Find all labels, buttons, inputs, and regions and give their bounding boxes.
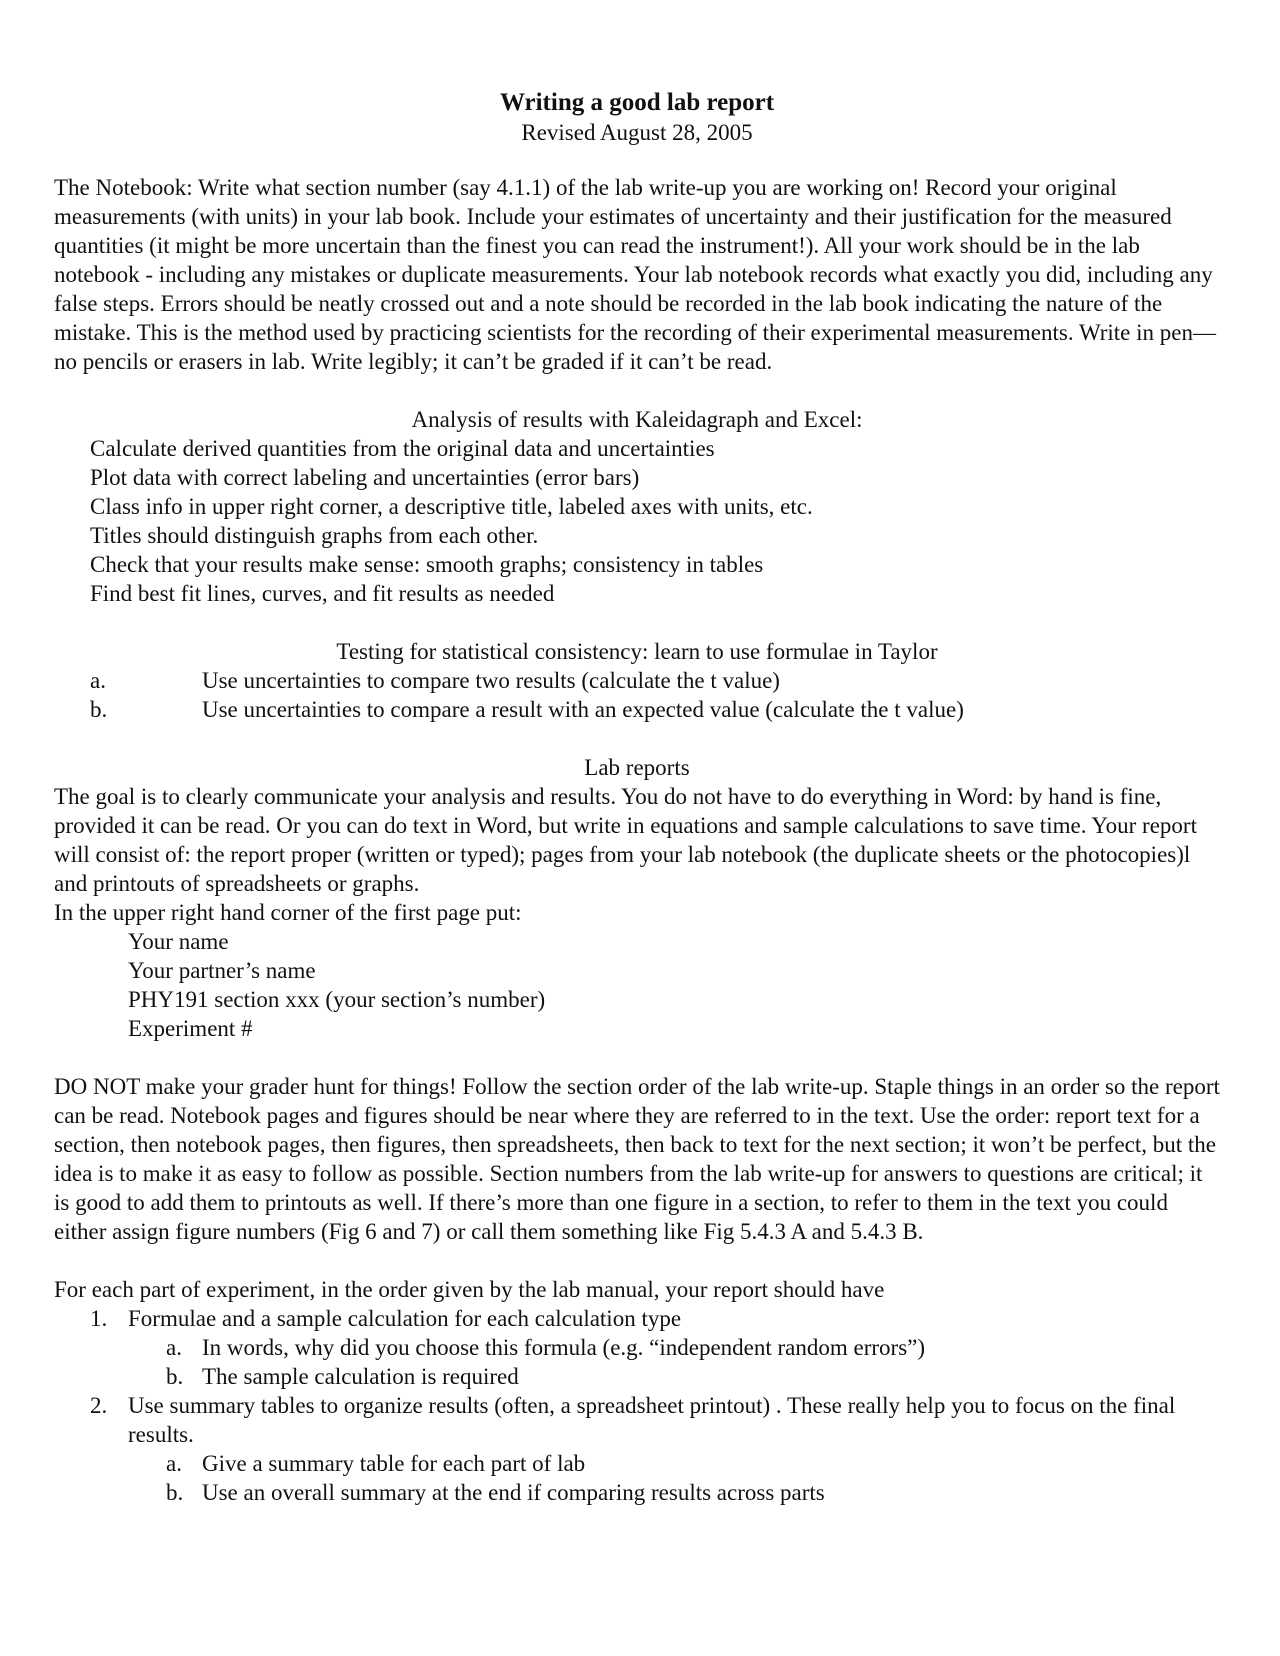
sub-list (128, 1333, 1220, 1391)
revision-date: Revised August 28, 2005 (521, 120, 753, 145)
corner-intro: In the upper right hand corner of the first page put: (54, 900, 522, 925)
list-marker: a. (90, 668, 106, 693)
list-item: Your partner’s name (128, 958, 316, 983)
list-text: The sample calculation is required (202, 1364, 519, 1389)
list-item (128, 1333, 1220, 1362)
list-item: Your name (128, 929, 229, 954)
list-item (54, 1391, 1220, 1507)
lab-reports-paragraph: The goal is to clearly communicate your analysis and results. You do not have to do everything in Word: by hand is fine, provided it can be read. Or you can do text in Word, but write in equations and sample calculations to save time. Your report will consist of: the report proper (written or typed); pages from your lab notebook (the duplicate sheets or the photocopies)l and printouts of spreadsheets or graphs. (54, 784, 1197, 896)
list-marker: b. (166, 1364, 184, 1389)
list-item: Check that your results make sense: smooth graphs; consistency in tables (90, 552, 764, 577)
notebook-paragraph: The Notebook: Write what section number (say 4.1.1) of the lab write-up you are working on! Record your original measurements (with units) in your lab book. Include your estimates of uncertainty and their justification for the measured quantities (it might be more uncertain than the finest you can read the instrument!). All your work should be in the lab notebook - including any mistakes or duplicate measurements. Your lab notebook records what exactly you did, including any false steps. Errors should be neatly crossed out and a note should be recorded in the lab book indicating the nature of the mistake. This is the method used by practicing scientists for the recording of their experimental measurements. Write in pen—no pencils or erasers in lab. Write legibly; it can’t be graded if it can’t be read. (54, 175, 1216, 374)
lab-reports-heading: Lab reports (584, 755, 690, 780)
list-item (128, 1449, 1220, 1478)
list-text: Give a summary table for each part of lab (202, 1451, 586, 1476)
testing-heading: Testing for statistical consistency: learn to use formulae in Taylor (336, 639, 938, 664)
list-text: Use summary tables to organize results (often, a spreadsheet printout) . These really help you to focus on the final results. (128, 1393, 1176, 1447)
corner-info-list (128, 927, 1220, 1043)
list-item: Plot data with correct labeling and uncertainties (error bars) (90, 465, 640, 490)
list-item: Calculate derived quantities from the original data and uncertainties (90, 436, 715, 461)
report-contents-list (54, 1304, 1220, 1507)
list-item (128, 1362, 1220, 1391)
list-text: Use an overall summary at the end if comparing results across parts (202, 1480, 825, 1505)
list-item: Class info in upper right corner, a descriptive title, labeled axes with units, etc. (90, 494, 813, 519)
list-item (54, 1304, 1220, 1391)
list-item (54, 666, 1220, 695)
list-marker: 2. (90, 1393, 108, 1418)
list-item (128, 1478, 1220, 1507)
list-marker: 1. (90, 1306, 108, 1331)
donot-paragraph: DO NOT make your grader hunt for things! Follow the section order of the lab write-up. Staple things in an order so the report can be read. Notebook pages and figures should be near where they are referred to in the text. Use the order: report text for a section, then notebook pages, then figures, then spreadsheets, then back to text for the next section; it won’t be perfect, but the idea is to make it as easy to follow as possible. Section numbers from the lab write-up for answers to questions are critical; it is good to add them to printouts as well. If there’s more than one figure in a section, to refer to them in the text you could either assign figure numbers (Fig 6 and 7) or call them something like Fig 5.4.3 A and 5.4.3 B. (54, 1074, 1220, 1244)
list-item (54, 695, 1220, 724)
list-item: Titles should distinguish graphs from each other. (90, 523, 539, 548)
document-title: Writing a good lab report (499, 89, 775, 116)
list-item: Find best fit lines, curves, and fit results as needed (90, 581, 555, 606)
list-marker: b. (90, 697, 108, 722)
list-text: Use uncertainties to compare two results (calculate the t value) (202, 668, 780, 693)
analysis-heading: Analysis of results with Kaleidagraph and Excel: (411, 407, 863, 432)
analysis-list (90, 434, 1220, 608)
list-marker: b. (166, 1480, 184, 1505)
list-text: Use uncertainties to compare a result with an expected value (calculate the t value) (202, 697, 964, 722)
list-text: In words, why did you choose this formula (e.g. “independent random errors”) (202, 1335, 926, 1360)
list-text: Formulae and a sample calculation for each calculation type (128, 1306, 682, 1331)
list-marker: a. (166, 1335, 182, 1360)
each-part-intro: For each part of experiment, in the order given by the lab manual, your report should have (54, 1277, 885, 1302)
list-marker: a. (166, 1451, 182, 1476)
list-item: PHY191 section xxx (your section’s number) (128, 987, 546, 1012)
list-item: Experiment # (128, 1016, 253, 1041)
testing-list (54, 666, 1220, 724)
sub-list (128, 1449, 1220, 1507)
